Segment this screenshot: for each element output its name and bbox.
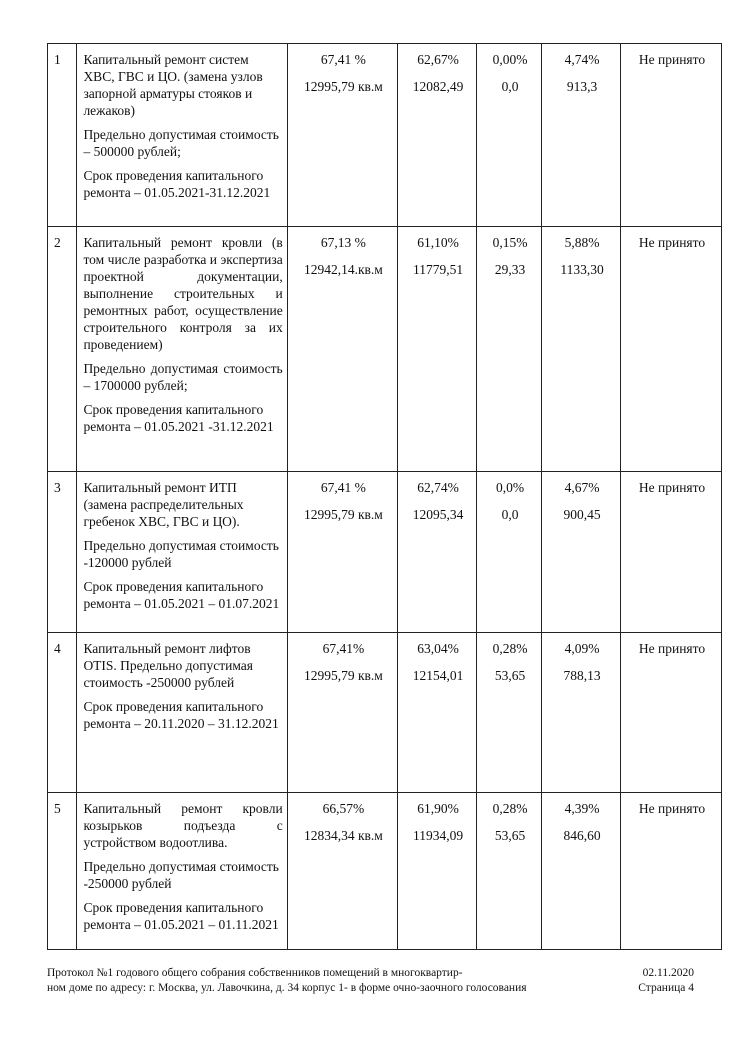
- abstain-cell: [476, 633, 541, 793]
- item-term: Срок проведения капитального ремонта – 20.11.2020 – 31.12.2021: [83, 699, 279, 731]
- protocol-footer: [47, 966, 607, 996]
- abstain-area: 29,33: [494, 262, 526, 277]
- decision: Не принято: [621, 793, 722, 950]
- not-voted-percent: 4,74%: [564, 52, 600, 67]
- item-number: 5: [48, 793, 77, 950]
- for-percent: 67,41 %: [320, 52, 366, 67]
- abstain-percent: 0,15%: [492, 235, 528, 250]
- item-description: [77, 793, 287, 950]
- abstain-area: 53,65: [494, 828, 526, 843]
- not-voted-percent: 5,88%: [564, 235, 600, 250]
- page-number: Страница 4: [638, 982, 694, 994]
- not-voted-percent: 4,39%: [564, 801, 600, 816]
- table-row: [48, 633, 722, 793]
- abstain-area: 0,0: [501, 79, 519, 94]
- not-voted-percent: 4,67%: [564, 480, 600, 495]
- item-number: 1: [48, 44, 77, 227]
- footer-line-2: ном доме по адресу: г. Москва, ул. Лавочкина, д. 34 корпус 1- в форме очно-заочного голосования: [47, 982, 527, 994]
- not-voted-cell: [542, 227, 621, 472]
- abstain-cell: [476, 227, 541, 472]
- item-title: Капитальный ремонт кровли (в том числе разработка и экспертиза проектной документации, выполнение строительных и ремонтных работ, осуществление строительного контроля за их проведением): [83, 235, 283, 352]
- table-row: [48, 472, 722, 633]
- item-title: Капитальный ремонт систем ХВС, ГВС и ЦО. (замена узлов запорной арматуры стояков и лежаков): [83, 52, 263, 118]
- against-percent: 62,74%: [417, 480, 459, 495]
- against-percent: 61,90%: [417, 801, 459, 816]
- abstain-percent: 0,28%: [492, 801, 528, 816]
- for-cell: [287, 793, 397, 950]
- abstain-area: 53,65: [494, 668, 526, 683]
- abstain-percent: 0,28%: [492, 641, 528, 656]
- against-percent: 63,04%: [417, 641, 459, 656]
- decision: Не принято: [621, 44, 722, 227]
- not-voted-area: 846,60: [563, 828, 601, 843]
- item-number: 2: [48, 227, 77, 472]
- abstain-percent: 0,0%: [496, 480, 525, 495]
- table-row: [48, 793, 722, 950]
- item-title: Капитальный ремонт ИТП (замена распределительных гребенок ХВС, ГВС и ЦО).: [83, 480, 244, 529]
- item-cost: Предельно допустимая стоимость – 500000 рублей;: [83, 127, 279, 159]
- for-area: 12995,79 кв.м: [303, 668, 383, 683]
- against-area: 12082,49: [412, 79, 464, 94]
- decision: Не принято: [621, 472, 722, 633]
- item-cost: Предельно допустимая стоимость -250000 рублей: [83, 859, 279, 891]
- against-percent: 61,10%: [417, 235, 459, 250]
- abstain-cell: [476, 44, 541, 227]
- voting-results-table: [47, 43, 722, 950]
- item-description: [77, 44, 287, 227]
- against-area: 12154,01: [412, 668, 464, 683]
- not-voted-area: 900,45: [563, 507, 601, 522]
- for-area: 12995,79 кв.м: [303, 79, 383, 94]
- footer-line-1: Протокол №1 годового общего собрания собственников помещений в многоквартир-: [47, 967, 463, 979]
- for-percent: 67,41%: [322, 641, 365, 656]
- for-cell: [287, 472, 397, 633]
- for-cell: [287, 633, 397, 793]
- for-area: 12995,79 кв.м: [303, 507, 383, 522]
- table-row: [48, 44, 722, 227]
- table-row: [48, 227, 722, 472]
- page-info: [610, 966, 694, 996]
- decision: Не принято: [621, 633, 722, 793]
- for-percent: 66,57%: [322, 801, 365, 816]
- for-cell: [287, 227, 397, 472]
- not-voted-percent: 4,09%: [564, 641, 600, 656]
- not-voted-cell: [542, 793, 621, 950]
- against-cell: [398, 472, 477, 633]
- for-area: 12942,14.кв.м: [303, 262, 383, 277]
- table-body: [48, 44, 722, 950]
- against-cell: [398, 633, 477, 793]
- not-voted-area: 788,13: [563, 668, 601, 683]
- abstain-percent: 0,00%: [492, 52, 528, 67]
- item-cost: Предельно допустимая стоимость -120000 рублей: [83, 538, 279, 570]
- item-description: [77, 472, 287, 633]
- against-cell: [398, 793, 477, 950]
- against-percent: 62,67%: [417, 52, 459, 67]
- for-area: 12834,34 кв.м: [303, 828, 383, 843]
- item-description: [77, 227, 287, 472]
- against-area: 11934,09: [412, 828, 464, 843]
- not-voted-area: 913,3: [566, 79, 598, 94]
- item-term: Срок проведения капитального ремонта – 01.05.2021 – 01.11.2021: [83, 900, 279, 932]
- for-percent: 67,13 %: [320, 235, 366, 250]
- against-cell: [398, 227, 477, 472]
- item-title: Капитальный ремонт лифтов OTIS. Предельно допустимая стоимость -250000 рублей: [83, 641, 253, 690]
- item-number: 3: [48, 472, 77, 633]
- footer-date: 02.11.2020: [642, 967, 694, 979]
- abstain-cell: [476, 793, 541, 950]
- item-title: Капитальный ремонт кровли козырьков подъезда с устройством водоотлива.: [83, 801, 283, 850]
- decision: Не принято: [621, 227, 722, 472]
- item-cost: Предельно допустимая стоимость – 1700000 рублей;: [83, 361, 283, 393]
- not-voted-area: 1133,30: [560, 262, 604, 277]
- item-term: Срок проведения капитального ремонта – 01.05.2021 – 01.07.2021: [83, 579, 280, 611]
- item-term: Срок проведения капитального ремонта – 01.05.2021-31.12.2021: [83, 168, 271, 200]
- abstain-area: 0,0: [501, 507, 519, 522]
- against-area: 12095,34: [412, 507, 464, 522]
- for-cell: [287, 44, 397, 227]
- against-cell: [398, 44, 477, 227]
- for-percent: 67,41 %: [320, 480, 366, 495]
- not-voted-cell: [542, 633, 621, 793]
- item-number: 4: [48, 633, 77, 793]
- item-term: Срок проведения капитального ремонта – 01.05.2021 -31.12.2021: [83, 402, 274, 434]
- against-area: 11779,51: [412, 262, 464, 277]
- item-description: [77, 633, 287, 793]
- not-voted-cell: [542, 472, 621, 633]
- not-voted-cell: [542, 44, 621, 227]
- abstain-cell: [476, 472, 541, 633]
